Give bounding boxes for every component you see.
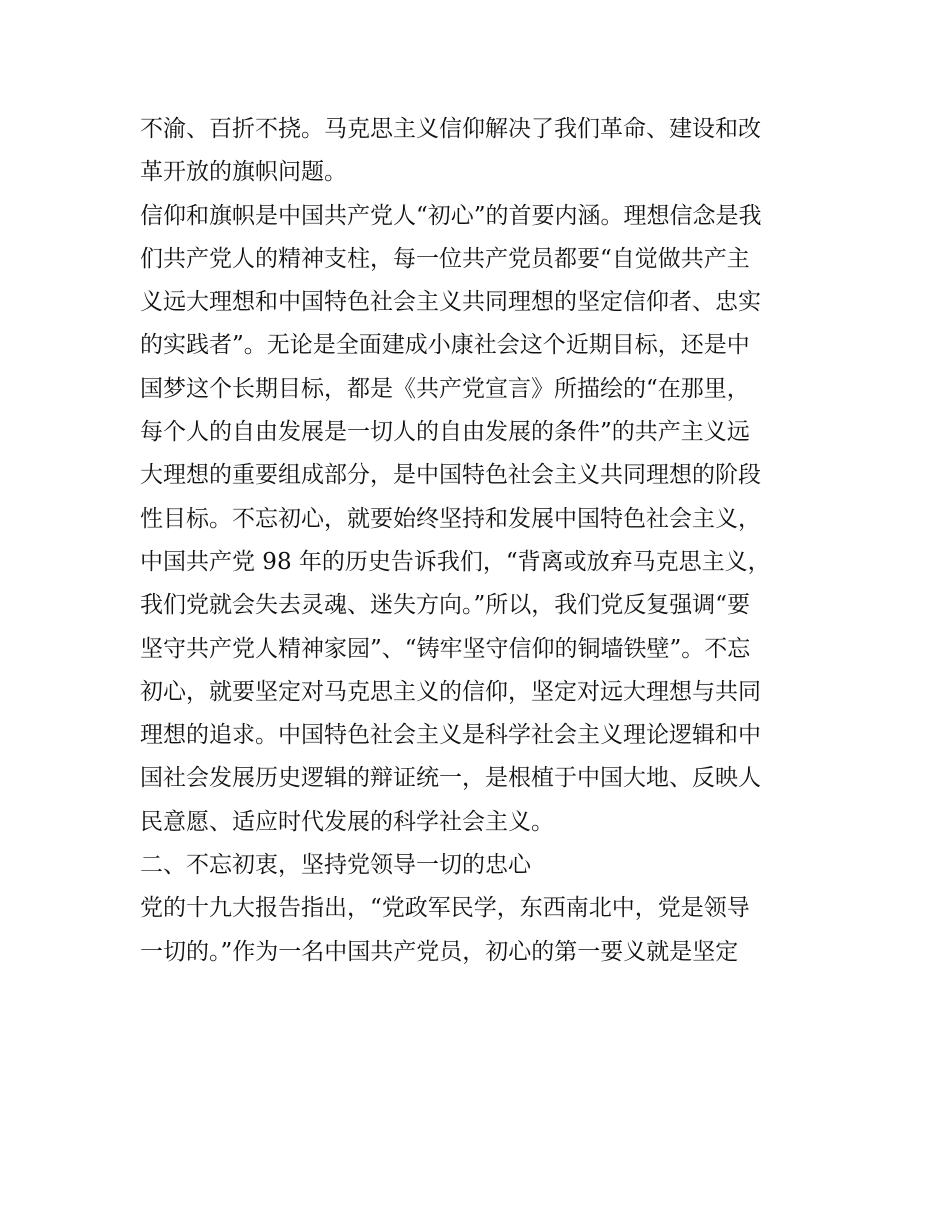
text-line: 民意愿、适应时代发展的科学社会主义。 [140, 808, 554, 835]
body-text [140, 108, 820, 974]
text-line: 国梦这个长期目标，都是《共产党宣言》所描绘的“在那里， [140, 375, 750, 402]
text-line: 国社会发展历史逻辑的辩证统一，是根植于中国大地、反映人 [140, 765, 761, 792]
text-line: 坚守共产党人精神家园”、“铸牢坚守信仰的铜墙铁壁”。不忘 [140, 635, 751, 662]
paragraph-start-line: 信仰和旗帜是中国共产党人“初心”的首要内涵。理想信念是我 [140, 202, 762, 229]
text-line: 革开放的旗帜问题。 [140, 159, 347, 186]
text-line: 每个人的自由发展是一切人的自由发展的条件”的共产主义远 [140, 419, 750, 446]
text-line: 的实践者”。无论是全面建成小康社会这个近期目标，还是中 [140, 332, 750, 359]
text-line: 们共产党人的精神支柱，每一位共产党员都要“自觉做共产主 [140, 245, 750, 272]
text-line: 大理想的重要组成部分，是中国特色社会主义共同理想的阶段 [140, 462, 761, 489]
text-line: 不渝、百折不挠。马克思主义信仰解决了我们革命、建设和改 [140, 116, 761, 142]
text-line: 性目标。不忘初心，就要始终坚持和发展中国特色社会主义， [140, 505, 761, 532]
text-line: 义远大理想和中国特色社会主义共同理想的坚定信仰者、忠实 [140, 289, 761, 316]
text-line: 初心，就要坚定对马克思主义的信仰，坚定对远大理想与共同 [140, 678, 761, 705]
paragraph-start-line: 党的十九大报告指出，“党政军民学，东西南北中，党是领导 [140, 895, 750, 922]
text-line: 中国共产党 98 年的历史告诉我们，“背离或放弃马克思主义， [140, 548, 771, 575]
text-line: 我们党就会失去灵魂、迷失方向。”所以，我们党反复强调“要 [140, 592, 751, 619]
text-line: 理想的追求。中国特色社会主义是科学社会主义理论逻辑和中 [140, 722, 761, 749]
text-line: 一切的。”作为一名中国共产党员，初心的第一要义就是坚定 [140, 938, 739, 965]
section-heading: 二、不忘初衷，坚持党领导一切的忠心 [140, 852, 531, 879]
